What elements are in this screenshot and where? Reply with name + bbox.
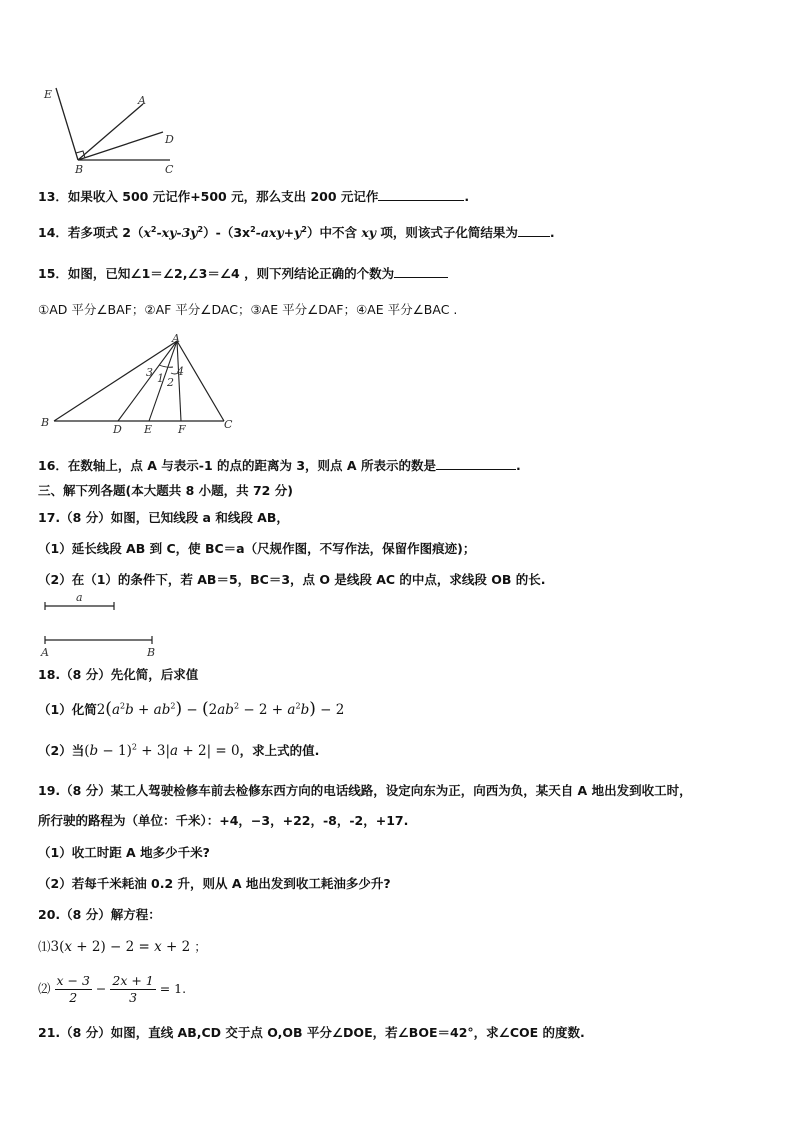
q14-post: 项，则该式子化简结果为 bbox=[376, 225, 518, 240]
label-1: 1 bbox=[157, 372, 164, 385]
q18-p2-end: ，求上式的值. bbox=[239, 743, 320, 758]
q15-blank bbox=[394, 264, 448, 278]
label-f: F bbox=[178, 423, 186, 436]
label-e: E bbox=[44, 88, 53, 101]
q15-options bbox=[38, 301, 457, 319]
q20-eq1-label: ⑴ bbox=[38, 939, 51, 954]
q18-part1 bbox=[38, 700, 344, 719]
fraction-2: $\frac{2x + 1}{3}$ bbox=[112, 973, 154, 1005]
question-14: 14．若多项式 $2(x^2-xy-3y^2)-(3x^2-axy+y^2)$中不含 xy 项，则该式子化简结果为 . bbox=[38, 224, 555, 240]
q17-part1: （1）延长线段 AB 到 C，使 BC＝a（尺规作图，不写作法，保留作图痕迹)； bbox=[38, 541, 476, 556]
q18-part2 bbox=[38, 742, 319, 760]
label-seg-a: a bbox=[76, 591, 83, 604]
label-2: 2 bbox=[167, 376, 174, 389]
q18-expression-2: $(b - 1)^2 + 3|a + 2| = 0$ bbox=[84, 742, 240, 759]
q14-p5: ）中不含 bbox=[306, 225, 362, 240]
q13-text: 13．如果收入 500 元记作+500 元，那么支出 200 元记作 bbox=[38, 189, 379, 204]
q20-stem: 20.（8 分）解方程： bbox=[38, 907, 161, 922]
side-ac bbox=[177, 341, 224, 421]
q18-p2-label: （2）当 bbox=[38, 743, 85, 758]
fraction-1: $\frac{x - 3}{2}$ bbox=[56, 973, 90, 1005]
q14-p4: -axy+y bbox=[255, 225, 302, 240]
q14-blank bbox=[518, 223, 550, 237]
angle-figure bbox=[38, 82, 188, 177]
label-e: E bbox=[144, 423, 153, 436]
q13-blank bbox=[378, 187, 464, 201]
section-3-title: 三、解下列各题(本大题共 8 小题，共 72 分) bbox=[38, 483, 293, 498]
label-b: B bbox=[41, 416, 50, 429]
q20-eq1: ⑴3(x + 2) − 2 = x + 2 ； bbox=[38, 939, 207, 955]
label-a: A bbox=[138, 94, 146, 107]
label-c: C bbox=[224, 418, 233, 431]
q20-eq2: ⑵ $\frac{x - 3}{2}$ − $\frac{2x + 1}{3}$ = 1. bbox=[38, 973, 187, 1005]
q13-end: . bbox=[464, 189, 470, 204]
q14-xy: xy bbox=[361, 225, 377, 240]
q15-text: 15．如图，已知∠1＝∠2,∠3＝∠4 ，则下列结论正确的个数为 bbox=[38, 266, 395, 281]
q17-part2: （2）在（1）的条件下，若 AB＝5，BC＝3，点 O 是线段 AC 的中点，求线段 OB 的长. bbox=[38, 572, 546, 587]
label-4: 4 bbox=[177, 365, 184, 378]
question-13 bbox=[38, 187, 469, 206]
ray-be bbox=[56, 88, 78, 160]
label-c: C bbox=[165, 163, 174, 176]
q20-eq1-expression: 3(x + 2) − 2 = x + 2 bbox=[50, 939, 191, 955]
q19-stem-1: 19.（8 分）某工人驾驶检修车前去检修东西方向的电话线路，设定向东为正，向西为负，某天自 A 地出发到收工时， bbox=[38, 783, 692, 798]
label-d: D bbox=[113, 423, 122, 436]
q14-p3: ）-（3x bbox=[203, 225, 251, 240]
ray-bd bbox=[78, 132, 163, 160]
q20-eq2-label: ⑵ bbox=[38, 981, 51, 996]
q16-blank bbox=[436, 456, 516, 470]
label-d: D bbox=[165, 133, 174, 146]
q14-pre: 14．若多项式 2（ bbox=[38, 225, 144, 240]
triangle-figure bbox=[38, 333, 248, 438]
q16-text: 16．在数轴上，点 A 与表示-1 的点的距离为 3，则点 A 所表示的数是 bbox=[38, 458, 436, 473]
label-b: B bbox=[75, 163, 84, 176]
q18-stem: 18.（8 分）先化简，后求值 bbox=[38, 667, 199, 682]
ray-ba bbox=[78, 104, 143, 160]
q19-part2: （2）若每千米耗油 0.2 升，则从 A 地出发到收工耗油多少升? bbox=[38, 876, 391, 891]
q15-options-text: ①AD 平分∠BAF；②AF 平分∠DAC；③AE 平分∠DAF；④AE 平分∠BAC . bbox=[38, 302, 458, 317]
question-16 bbox=[38, 456, 521, 475]
question-15 bbox=[38, 264, 448, 283]
q17-stem: 17.（8 分）如图，已知线段 a 和线段 AB， bbox=[38, 510, 289, 525]
line-af bbox=[177, 341, 181, 421]
label-seg-B: B bbox=[147, 646, 156, 659]
segments-figure bbox=[38, 590, 178, 660]
label-seg-A: A bbox=[41, 646, 49, 659]
q14-p1: x bbox=[143, 225, 151, 240]
q14-end: . bbox=[549, 225, 555, 240]
q19-stem-2: 所行驶的路程为（单位：千米）：+4，−3，+22，-8，-2，+17. bbox=[38, 813, 409, 828]
q14-p2: -xy-3y bbox=[156, 225, 198, 240]
q18-expression-1: $2(a^2b + ab^2) - (2ab^2 - 2 + a^2b) - 2$ bbox=[96, 699, 345, 719]
label-3: 3 bbox=[146, 366, 153, 379]
q19-part1: （1）收工时距 A 地多少千米? bbox=[38, 845, 210, 860]
q16-end: . bbox=[515, 458, 521, 473]
q21-text: 21.（8 分）如图，直线 AB,CD 交于点 O,OB 平分∠DOE，若∠BOE＝42°，求∠COE 的度数. bbox=[38, 1025, 585, 1040]
label-a: A bbox=[172, 333, 180, 345]
q18-p1-label: （1）化简 bbox=[38, 702, 97, 717]
angle-arc-1 bbox=[159, 365, 173, 367]
